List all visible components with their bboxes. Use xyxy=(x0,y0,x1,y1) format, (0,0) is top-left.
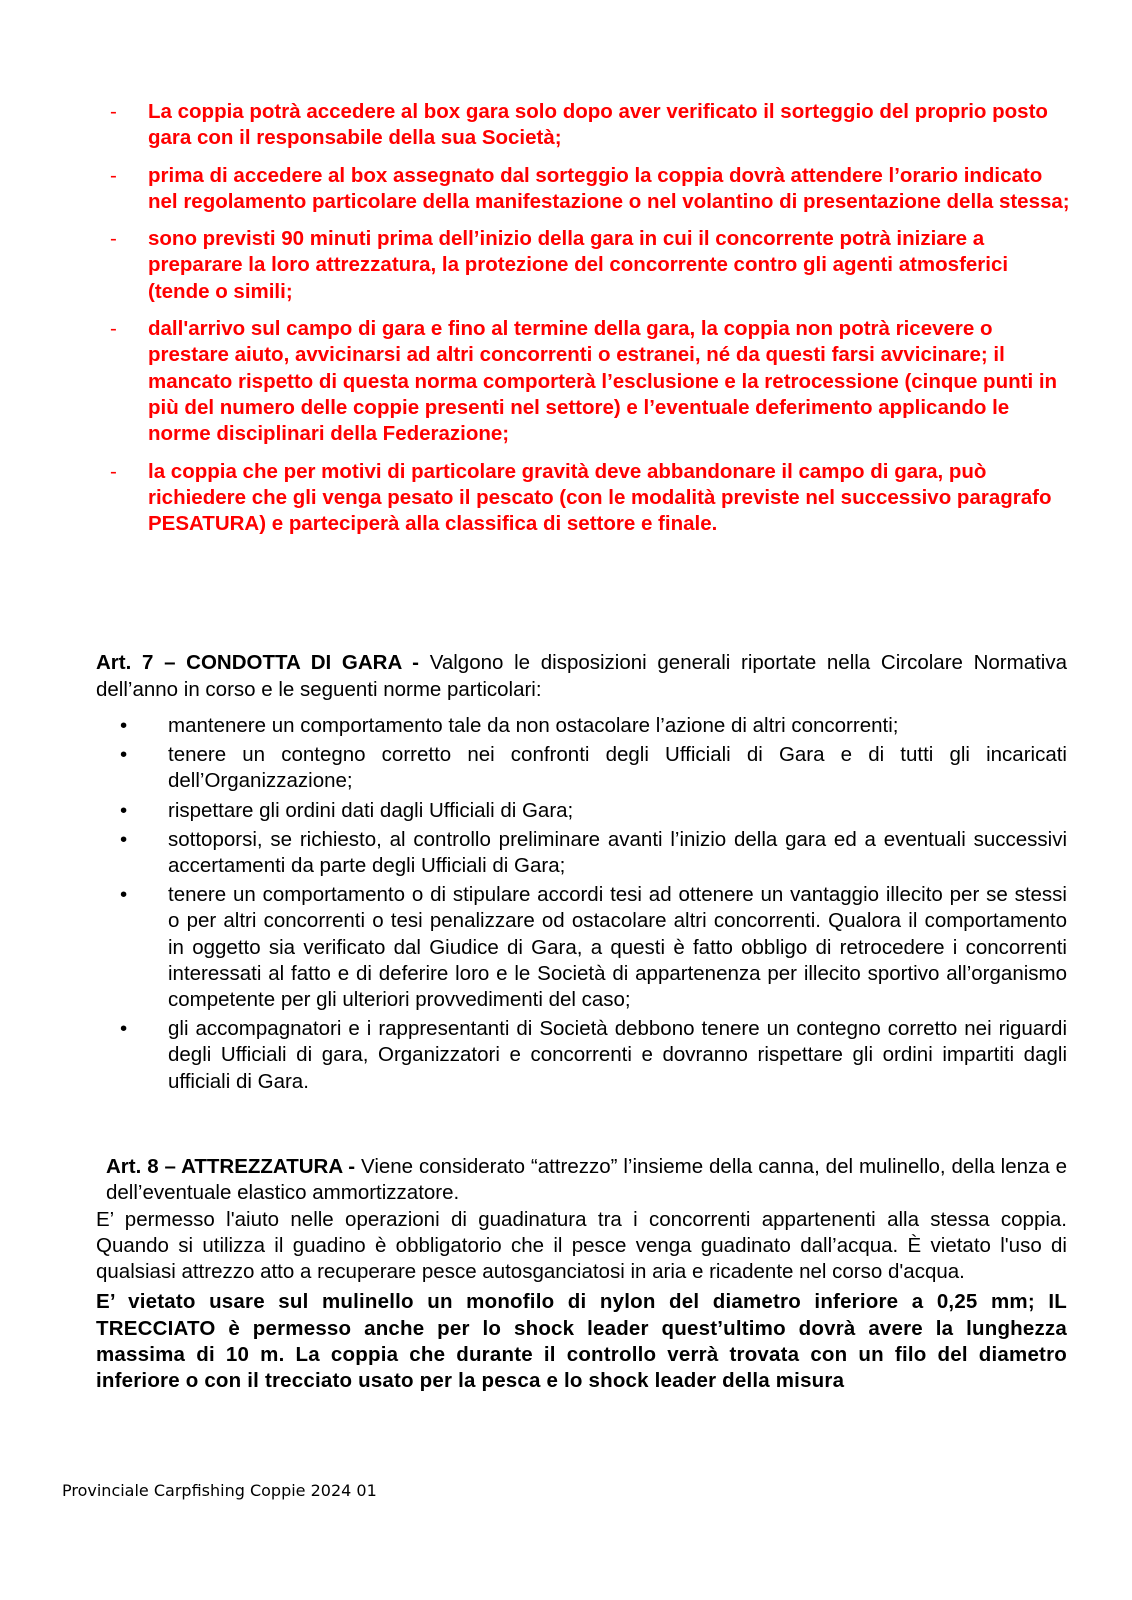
list-item: - prima di accedere al box assegnato dal sorteggio la coppia dovrà attendere l’orario indicato nel regolamento particolare della manifestazione o nel volantino di presentazione della stessa; xyxy=(110,163,1070,213)
article-8-paragraph: E’ permesso l'aiuto nelle operazioni di guadinatura tra i concorrenti appartenenti alla stessa coppia. Quando si utilizza il guadino è obbligatorio che il pesce venga guadinato dall’acqua. È vietato l'uso di qualsiasi attrezzo atto a recuperare pesce autosganciatosi in aria e ricadente nel corso d'acqua. xyxy=(96,1207,1067,1284)
list-item: - la coppia che per motivi di particolare gravità deve abbandonare il campo di gara, può richiedere che gli venga pesato il pescato (con le modalità previste nel successivo paragrafo PESATURA) e parteciperà alla classifica di settore e finale. xyxy=(110,459,1052,536)
list-item: • mantenere un comportamento tale da non ostacolare l’azione di altri concorrenti; xyxy=(120,713,1067,739)
list-item: • tenere un comportamento o di stipulare accordi tesi ad ottenere un vantaggio illecito per se stessi o per altri concorrenti o tesi penalizzare od ostacolare altri concorrenti. Qualora il comportamento in oggetto sia verificato dal Giudice di Gara, a questi è fatto obbligo di retrocedere i concorrenti interessati al fatto e di deferire loro e le Società di appartenenza per illecito sportivo all’organismo competente per gli ulteriori provvedimenti del caso; xyxy=(120,883,1067,1012)
bullet-marker: • xyxy=(120,798,128,822)
list-item: - sono previsti 90 minuti prima dell’inizio della gara in cui il concorrente potrà iniziare a preparare la loro attrezzatura, la protezione del concorrente contro gli agenti atmosferici (tende o simili; xyxy=(110,227,1009,303)
article-8-bold-paragraph: E’ vietato usare sul mulinello un monofilo di nylon del diametro inferiore a 0,25 mm; IL TRECCIATO è permesso anche per lo shock leader quest’ultimo dovrà avere la lunghezza massima di 10 m. La coppia che durante il controllo verrà trovata con un filo del diametro inferiore o con il trecciato usato per la pesca e lo shock leader della misura xyxy=(96,1290,1067,1393)
article-7-heading: Art. 7 – CONDOTTA DI GARA - xyxy=(96,651,420,674)
article-8-intro: Art. 8 – ATTREZZATURA - Viene considerato “attrezzo” l’insieme della canna, del mulinello, della lenza e dell’eventuale elastico ammortizzatore. xyxy=(106,1155,1067,1205)
list-item: • gli accompagnatori e i rappresentanti di Società debbono tenere un contegno corretto nei riguardi degli Ufficiali di gara, Organizzatori e concorrenti e dovranno rispettare gli ordini impartiti dagli ufficiali di Gara. xyxy=(120,1017,1067,1093)
dash-marker: - xyxy=(110,459,117,483)
article-8-heading: Art. 8 – ATTREZZATURA - xyxy=(106,1155,356,1178)
bullet-marker: • xyxy=(120,883,128,907)
list-item: - La coppia potrà accedere al box gara solo dopo aver verificato il sorteggio del proprio posto gara con il responsabile della sua Società; xyxy=(110,100,1048,150)
dash-marker: - xyxy=(110,100,117,123)
red-rules-list xyxy=(110,99,1070,548)
list-item: • sottoporsi, se richiesto, al controllo preliminare avanti l’inizio della gara ed a eventuali successivi accertamenti da parte degli Ufficiali di Gara; xyxy=(120,827,1067,878)
list-item: • rispettare gli ordini dati dagli Ufficiali di Gara; xyxy=(120,798,1067,824)
bullet-marker: • xyxy=(120,1017,128,1041)
bullet-marker: • xyxy=(120,827,128,851)
article-7-intro: Art. 7 – CONDOTTA DI GARA - Valgono le disposizioni generali riportate nella Circolare Normativa dell’anno in corso e le seguenti norme particolari: xyxy=(96,651,1068,701)
bullet-marker: • xyxy=(120,743,128,767)
dash-marker: - xyxy=(110,317,117,341)
page-footer: Provinciale Carpfishing Coppie 2024 01 xyxy=(62,1481,377,1500)
dash-marker: - xyxy=(110,163,117,187)
list-item: - dall'arrivo sul campo di gara e fino al termine della gara, la coppia non potrà ricevere o prestare aiuto, avvicinarsi ad altri concorrenti o estranei, né da questi farsi avvicinare; il mancato rispetto di questa norma comporterà l’esclusione e la retrocessione (cinque punti in più del numero delle coppie presenti nel settore) e l’eventuale deferimento applicando le norme disciplinari della Federazione; xyxy=(110,317,1058,446)
article-7-rules-list xyxy=(120,713,1067,1098)
bullet-marker: • xyxy=(120,714,128,737)
article-8-section xyxy=(96,1154,1067,1395)
list-item: • tenere un contegno corretto nei confronti degli Ufficiali di Gara e di tutti gli incaricati dell’Organizzazione; xyxy=(120,743,1067,793)
dash-marker: - xyxy=(110,227,117,251)
